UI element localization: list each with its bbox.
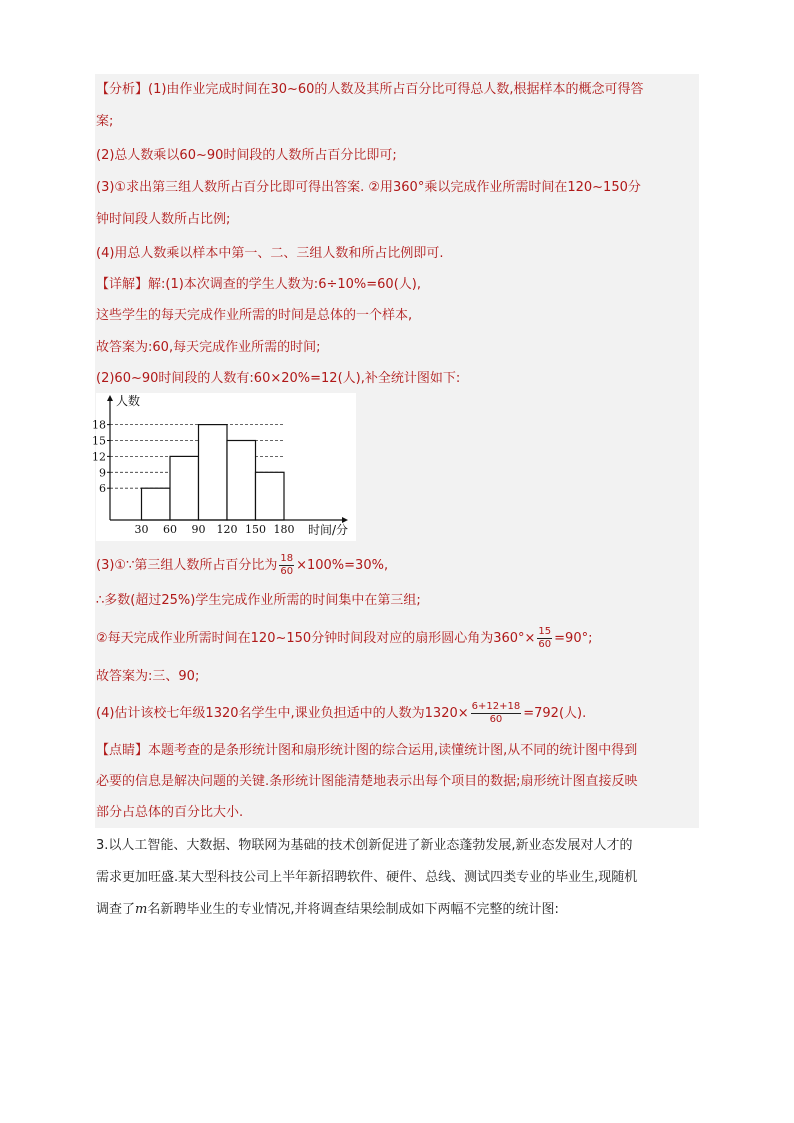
histogram-bar-3 (199, 425, 228, 520)
analysis-line-6: (4)用总人数乘以样本中第一、二、三组人数和所占比例即可. (96, 246, 444, 261)
histogram-bar-4 (227, 441, 256, 521)
analysis-line-2: 案; (96, 114, 114, 129)
analysis-tag: 【分析】 (96, 82, 149, 97)
detail-line-4: (2)60~90时间段的人数有:60×20%=12(人),补全统计图如下: (96, 371, 461, 386)
fraction-18-60: $\frac{18}{60}$ (280, 553, 294, 577)
y-axis-label: 人数 (116, 394, 141, 408)
x-tick-label-60: 60 (163, 523, 177, 536)
fraction-sum-60: $\frac{6+12+18}{60}$ (471, 701, 521, 725)
y-tick-label-18: 18 (92, 418, 106, 432)
detail-line-3: 故答案为:60,每天完成作业所需的时间; (96, 340, 321, 355)
histogram-bar-5 (256, 472, 285, 520)
x-tick-label-90: 90 (191, 523, 206, 536)
fraction-15-60: $\frac{15}{60}$ (538, 626, 552, 650)
x-tick-label-120: 120 (216, 523, 238, 536)
detail-line-5: (3)①∵第三组人数所占百分比为 $\frac{18}{60}$ ×100%=30%, (96, 553, 389, 577)
question3-line-3: 调查了m名新聘毕业生的专业情况,并将调查结果绘制成如下两幅不完整的统计图: (96, 902, 559, 917)
question3-line-1: 3.以人工智能、大数据、物联网为基础的技术创新促进了新业态蓬勃发展,新业态发展对人才的 (96, 838, 633, 853)
detail-line-2: 这些学生的每天完成作业所需的时间是总体的一个样本, (96, 308, 413, 323)
comment-line-2: 必要的信息是解决问题的关键.条形统计图能清楚地表示出每个项目的数据;扇形统计图直接反映 (96, 774, 638, 789)
analysis-line-5: 钟时间段人数所占比例; (96, 212, 231, 227)
variable-m: m (135, 902, 148, 917)
detail-line-7: ②每天完成作业所需时间在120~150分钟时间段对应的扇形圆心角为360°× $\frac{15}{60}$ =90°; (96, 626, 593, 650)
detail-line-1: 【详解】解:(1)本次调查的学生人数为:6÷10%=60(人), (96, 277, 421, 292)
y-tick-label-9: 9 (99, 466, 106, 480)
analysis-line-3: (2)总人数乘以60~90时间段的人数所占百分比即可; (96, 148, 397, 163)
histogram-chart (92, 393, 356, 541)
histogram-bar-2 (170, 456, 199, 520)
comment-line-3: 部分占总体的百分比大小. (96, 805, 244, 820)
x-tick-label-180: 180 (273, 523, 295, 536)
x-tick-label-30: 30 (134, 523, 149, 536)
comment-line-1: 【点睛】本题考查的是条形统计图和扇形统计图的综合运用,读懂统计图,从不同的统计图中得到 (96, 743, 638, 758)
question3-line-2: 需求更加旺盛.某大型科技公司上半年新招聘软件、硬件、总线、测试四类专业的毕业生,现随机 (96, 870, 638, 885)
y-tick-label-12: 12 (92, 450, 106, 464)
x-tick-label-150: 150 (245, 523, 266, 536)
comment-tag: 【点睛】 (96, 743, 149, 758)
analysis-line-4: (3)①求出第三组人数所占百分比即可得出答案. ②用360°乘以完成作业所需时间在120~150分 (96, 180, 641, 195)
detail-line-6: ∴多数(超过25%)学生完成作业所需的时间集中在第三组; (96, 593, 421, 608)
detail-tag: 【详解】 (96, 277, 149, 292)
y-axis-arrow (107, 395, 113, 401)
x-axis-label: 时间/分 (308, 523, 349, 537)
histogram-svg (92, 393, 356, 541)
y-tick-label-6: 6 (99, 482, 106, 496)
detail-line-9: (4)估计该校七年级1320名学生中,课业负担适中的人数为1320× $\frac{6+12+18}{60}$ =792(人). (96, 701, 587, 725)
detail-line-8: 故答案为:三、90; (96, 669, 200, 684)
analysis-line-1: 【分析】(1)由作业完成时间在30~60的人数及其所占百分比可得总人数,根据样本的概念可得答 (96, 82, 644, 97)
y-tick-label-15: 15 (92, 434, 106, 448)
histogram-bar-1 (142, 488, 171, 520)
